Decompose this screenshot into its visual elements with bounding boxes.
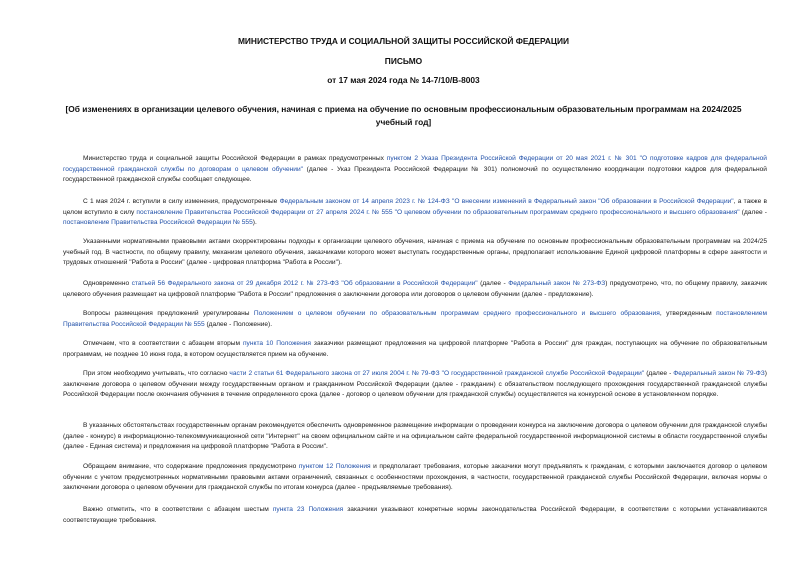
law-link[interactable]: части 2 статьи 61 Федерального закона от 27 июля 2004 г. № 79-ФЗ "О государственной гражданской службе Российской Федерации" (229, 370, 645, 377)
document-subject-line-2: учебный год] (375, 117, 432, 127)
document-date-number: от 17 мая 2024 года № 14-7/10/В-8003 (327, 75, 480, 85)
paragraph-9: Обращаем внимание, что содержание предложения предусмотрено пунктом 12 Положения и предполагает требования, которые заказчики могут предъявлять к гражданам, с которыми заключается договор о целевом обучении с учетом предусмотренных нормативными правовыми актами ограничений, связанных с особенностями прохождения, в частности, государственной гражданской службы Российской Федерации, включая нормы о заключении договора о целевом обучении для гражданской службы по итогам конкурса (далее - предъявляемые требования). (63, 463, 767, 492)
law-link[interactable]: Федеральным законом от 14 апреля 2023 г. № 124-ФЗ "О внесении изменений в Федеральный закон "Об образовании в Российской Федерации" (279, 198, 734, 205)
law-link[interactable]: Федеральный закон № 273-ФЗ (508, 280, 606, 287)
law-link[interactable]: постановлением Правительства Российской Федерации № 555 (63, 310, 767, 328)
law-link[interactable]: Федеральный закон № 79-ФЗ (673, 370, 765, 377)
paragraph-8: В указанных обстоятельствах государственным органам рекомендуется обеспечить одновременное размещение информации о проведении конкурса на заключение договора о целевом обучении для гражданской службы (далее - конкурс) в информационно-телекоммуникационной сети "Интернет" на своем официальном сайте и на официальном сайте федеральной государственной информационной системы в области государственной службы (далее - Единая система) и предложения на цифровой платформе "Работа в России". (63, 422, 767, 451)
document-subject-line-1: [Об изменениях в организации целевого обучения, начиная с приема на обучение по основным профессиональным образовательным программам на 2024/2025 (65, 104, 742, 114)
paragraph-6: Отмечаем, что в соответствии с абзацем вторым пункта 10 Положения заказчики размещают предложения на цифровой платформе "Работа в России" для граждан, поступающих на обучение по образовательным программам, не позднее 10 июня года, в котором осуществляется прием на обучение. (63, 340, 768, 358)
law-link[interactable]: Положением о целевом обучении по образовательным программам среднего профессионального и высшего образования (253, 310, 660, 317)
law-link[interactable]: постановление Правительства Российской Федерации от 27 апреля 2024 г. № 555 "О целевом обучении по образовательным программам среднего профессионального и высшего образования" (136, 208, 740, 216)
paragraph-3: Указанными нормативными правовыми актами скорректированы подходы к организации целевого обучения, начиная с приема на обучение по основным профессиональным образовательным программам на 2024/25 учебный год. В частности, по общему правилу, механизм целевого обучения, заказчиками которого может выступать государственные органы, предполагает использование Единой цифровой платформы в сфере занятости и трудовых отношений "Работа в России" (далее - цифровая платформа "Работа в России"). (63, 238, 767, 267)
law-link[interactable]: пунктом 12 Положения (298, 463, 371, 470)
paragraph-4: Одновременно статьей 56 Федерального закона от 29 декабря 2012 г. № 273-ФЗ "Об образовании в Российской Федерации" (далее - Федеральный закон № 273-ФЗ) предусмотрено, что, по общему правилу, заказчик целевого обучения размещает на цифровой платформе "Работа в России" предложения о заключении договора или договоров о целевом обучении (далее - предложение). (63, 280, 767, 298)
paragraph-5: Вопросы размещения предложений урегулированы Положением о целевом обучении по образовательным программам среднего профессионального и высшего образования, утвержденным постановлением Правительства Российской Федерации № 555 (далее - Положение). (63, 310, 767, 328)
law-link[interactable]: статьей 56 Федерального закона от 29 декабря 2012 г. № 273-ФЗ "Об образовании в Российской Федерации" (131, 280, 478, 287)
law-link[interactable]: постановление Правительства Российской Федерации № 555 (63, 219, 253, 227)
law-link[interactable]: пункта 10 Положения (242, 340, 311, 347)
paragraph-10: Важно отметить, что в соответствии с абзацем шестым пункта 23 Положения заказчики указывают конкретные нормы законодательства Российской Федерации, в соответствии с которыми устанавливаются соответствующие требования. (63, 506, 767, 524)
ministry-title: МИНИСТЕРСТВО ТРУДА И СОЦИАЛЬНОЙ ЗАЩИТЫ РОССИЙСКОЙ ФЕДЕРАЦИИ (237, 36, 570, 46)
paragraph-2: С 1 мая 2024 г. вступили в силу изменения, предусмотренные Федеральным законом от 14 апреля 2023 г. № 124-ФЗ "О внесении изменений в Федеральный закон "Об образовании в Российской Федерации", а также в целом вступило в силу постановление Правительства Российской Федерации от 27 апреля 2024 г. № 555 "О целевом обучении по образовательным программам среднего профессионального и высшего образования" (далее - постановление Правительства Российской Федерации № 555). (63, 198, 768, 227)
paragraph-1: Министерство труда и социальной защиты Российской Федерации в рамках предусмотренных пунктом 2 Указа Президента Российской Федерации от 20 мая 2021 г. № 301 "О подготовке кадров для федеральной государственной гражданской службы по договорам о целевом обучении" (далее - Указ Президента Российской Федерации № 301) полномочий по осуществлению координации подготовки кадров для федеральной государственной гражданской службы сообщает следующее. (63, 155, 767, 184)
law-link[interactable]: пункта 23 Положения (272, 506, 344, 513)
law-link[interactable]: пунктом 2 Указа Президента Российской Федерации от 20 мая 2021 г. № 301 "О подготовке кадров для федеральной государственной гражданской службы по договорам о целевом обучении" (63, 155, 767, 173)
paragraph-7: При этом необходимо учитывать, что согласно части 2 статьи 61 Федерального закона от 27 июля 2004 г. № 79-ФЗ "О государственной гражданской службе Российской Федерации" (далее - Федеральный закон № 79-ФЗ) заключение договора о целевом обучении между государственным органом и гражданином Российской Федерации (далее - гражданин) с обязательством последующего прохождения государственной гражданской службы Российской Федерации после окончания обучения в течение определенного срока (далее - договор о целевом обучении для гражданской службы) осуществляется на конкурсной основе в установленном порядке. (63, 370, 767, 399)
document-type: ПИСЬМО (384, 56, 423, 66)
